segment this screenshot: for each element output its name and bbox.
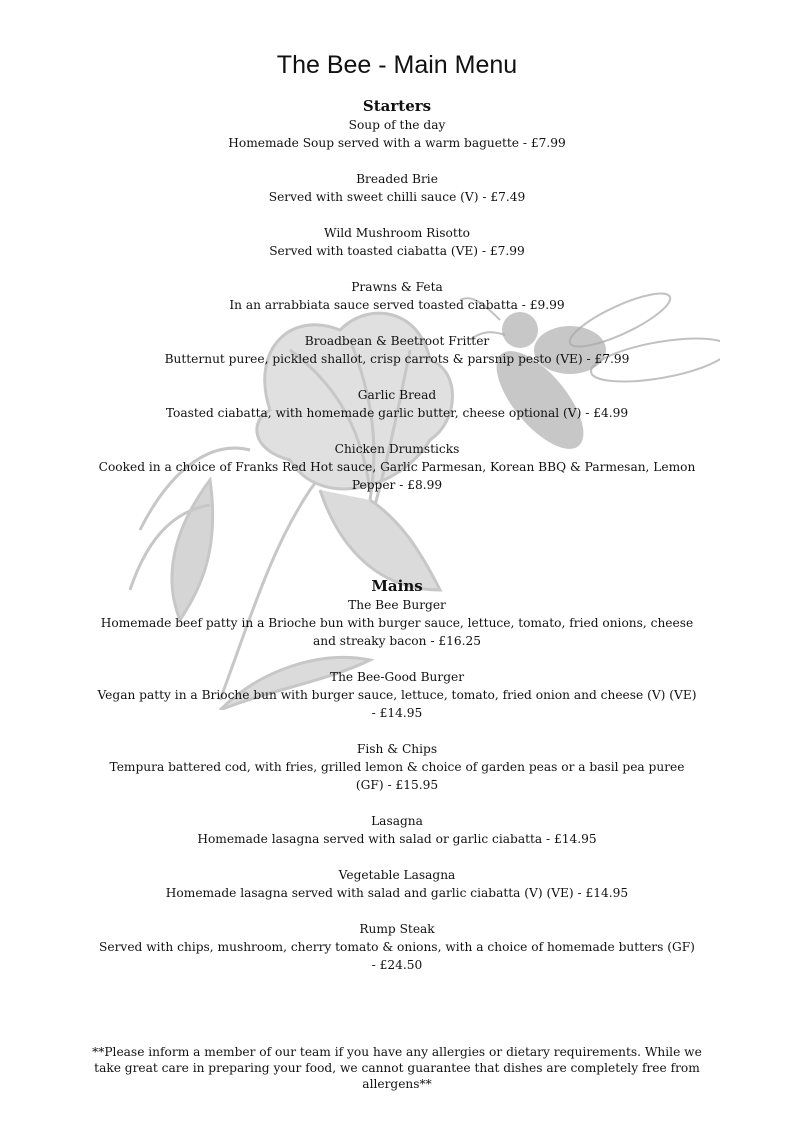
allergen-notice <box>0 1044 794 1092</box>
item-name: Soup of the day <box>348 118 446 132</box>
item-name: The Bee-Good Burger <box>329 670 465 684</box>
menu-item <box>0 866 794 902</box>
menu-item <box>0 812 794 848</box>
item-name: Fish & Chips <box>356 742 438 756</box>
item-name: Chicken Drumsticks <box>334 442 460 456</box>
menu-item <box>0 668 794 722</box>
item-name: Prawns & Feta <box>351 280 443 294</box>
item-name: Wild Mushroom Risotto <box>324 226 470 240</box>
starters-heading: Starters <box>362 97 432 115</box>
item-name: Lasagna <box>371 814 423 828</box>
mains-section <box>0 576 794 992</box>
item-description: Homemade lasagna served with salad and garlic ciabatta (V) (VE) - £14.95 <box>165 886 629 900</box>
item-description: Served with sweet chilli sauce (V) - £7.49 <box>268 190 526 204</box>
menu-item <box>0 278 794 314</box>
item-description: Vegan patty in a Brioche bun with burger sauce, lettuce, tomato, fried onion and cheese (V) (VE) - £14.95 <box>97 688 697 720</box>
menu-item <box>0 920 794 974</box>
item-description: Butternut puree, pickled shallot, crisp carrots & parsnip pesto (VE) - £7.99 <box>164 352 630 366</box>
menu-item <box>0 596 794 650</box>
item-name: Vegetable Lasagna <box>338 868 456 882</box>
allergen-notice-text: **Please inform a member of our team if you have any allergies or dietary requirements. While we take great care in preparing your food, we cannot guarantee that dishes are completely free from allergens** <box>92 1045 702 1091</box>
starters-section <box>0 96 794 512</box>
mains-heading: Mains <box>371 577 423 595</box>
menu-item <box>0 440 794 494</box>
menu-item <box>0 116 794 152</box>
menu-item <box>0 386 794 422</box>
item-description: Cooked in a choice of Franks Red Hot sauce, Garlic Parmesan, Korean BBQ & Parmesan, Lemon Pepper - £8.99 <box>98 460 696 492</box>
item-description: Homemade beef patty in a Brioche bun with burger sauce, lettuce, tomato, fried onions, cheese and streaky bacon - £16.25 <box>100 616 694 648</box>
menu-item <box>0 740 794 794</box>
item-description: Served with toasted ciabatta (VE) - £7.99 <box>269 244 525 258</box>
item-name: The Bee Burger <box>348 598 446 612</box>
item-name: Breaded Brie <box>356 172 438 186</box>
menu-item <box>0 170 794 206</box>
item-description: In an arrabbiata sauce served toasted ciabatta - £9.99 <box>229 298 565 312</box>
item-description: Tempura battered cod, with fries, grilled lemon & choice of garden peas or a basil pea puree (GF) - £15.95 <box>109 760 685 792</box>
item-description: Toasted ciabatta, with homemade garlic butter, cheese optional (V) - £4.99 <box>165 406 629 420</box>
menu-item <box>0 332 794 368</box>
item-name: Broadbean & Beetroot Fritter <box>304 334 490 348</box>
item-description: Served with chips, mushroom, cherry tomato & onions, with a choice of homemade butters (GF) - £24.50 <box>99 940 695 972</box>
item-name: Garlic Bread <box>357 388 437 402</box>
item-name: Rump Steak <box>359 922 435 936</box>
item-description: Homemade Soup served with a warm baguette - £7.99 <box>228 136 566 150</box>
item-description: Homemade lasagna served with salad or garlic ciabatta - £14.95 <box>197 832 597 846</box>
menu-item <box>0 224 794 260</box>
menu-title: The Bee - Main Menu <box>276 51 518 79</box>
